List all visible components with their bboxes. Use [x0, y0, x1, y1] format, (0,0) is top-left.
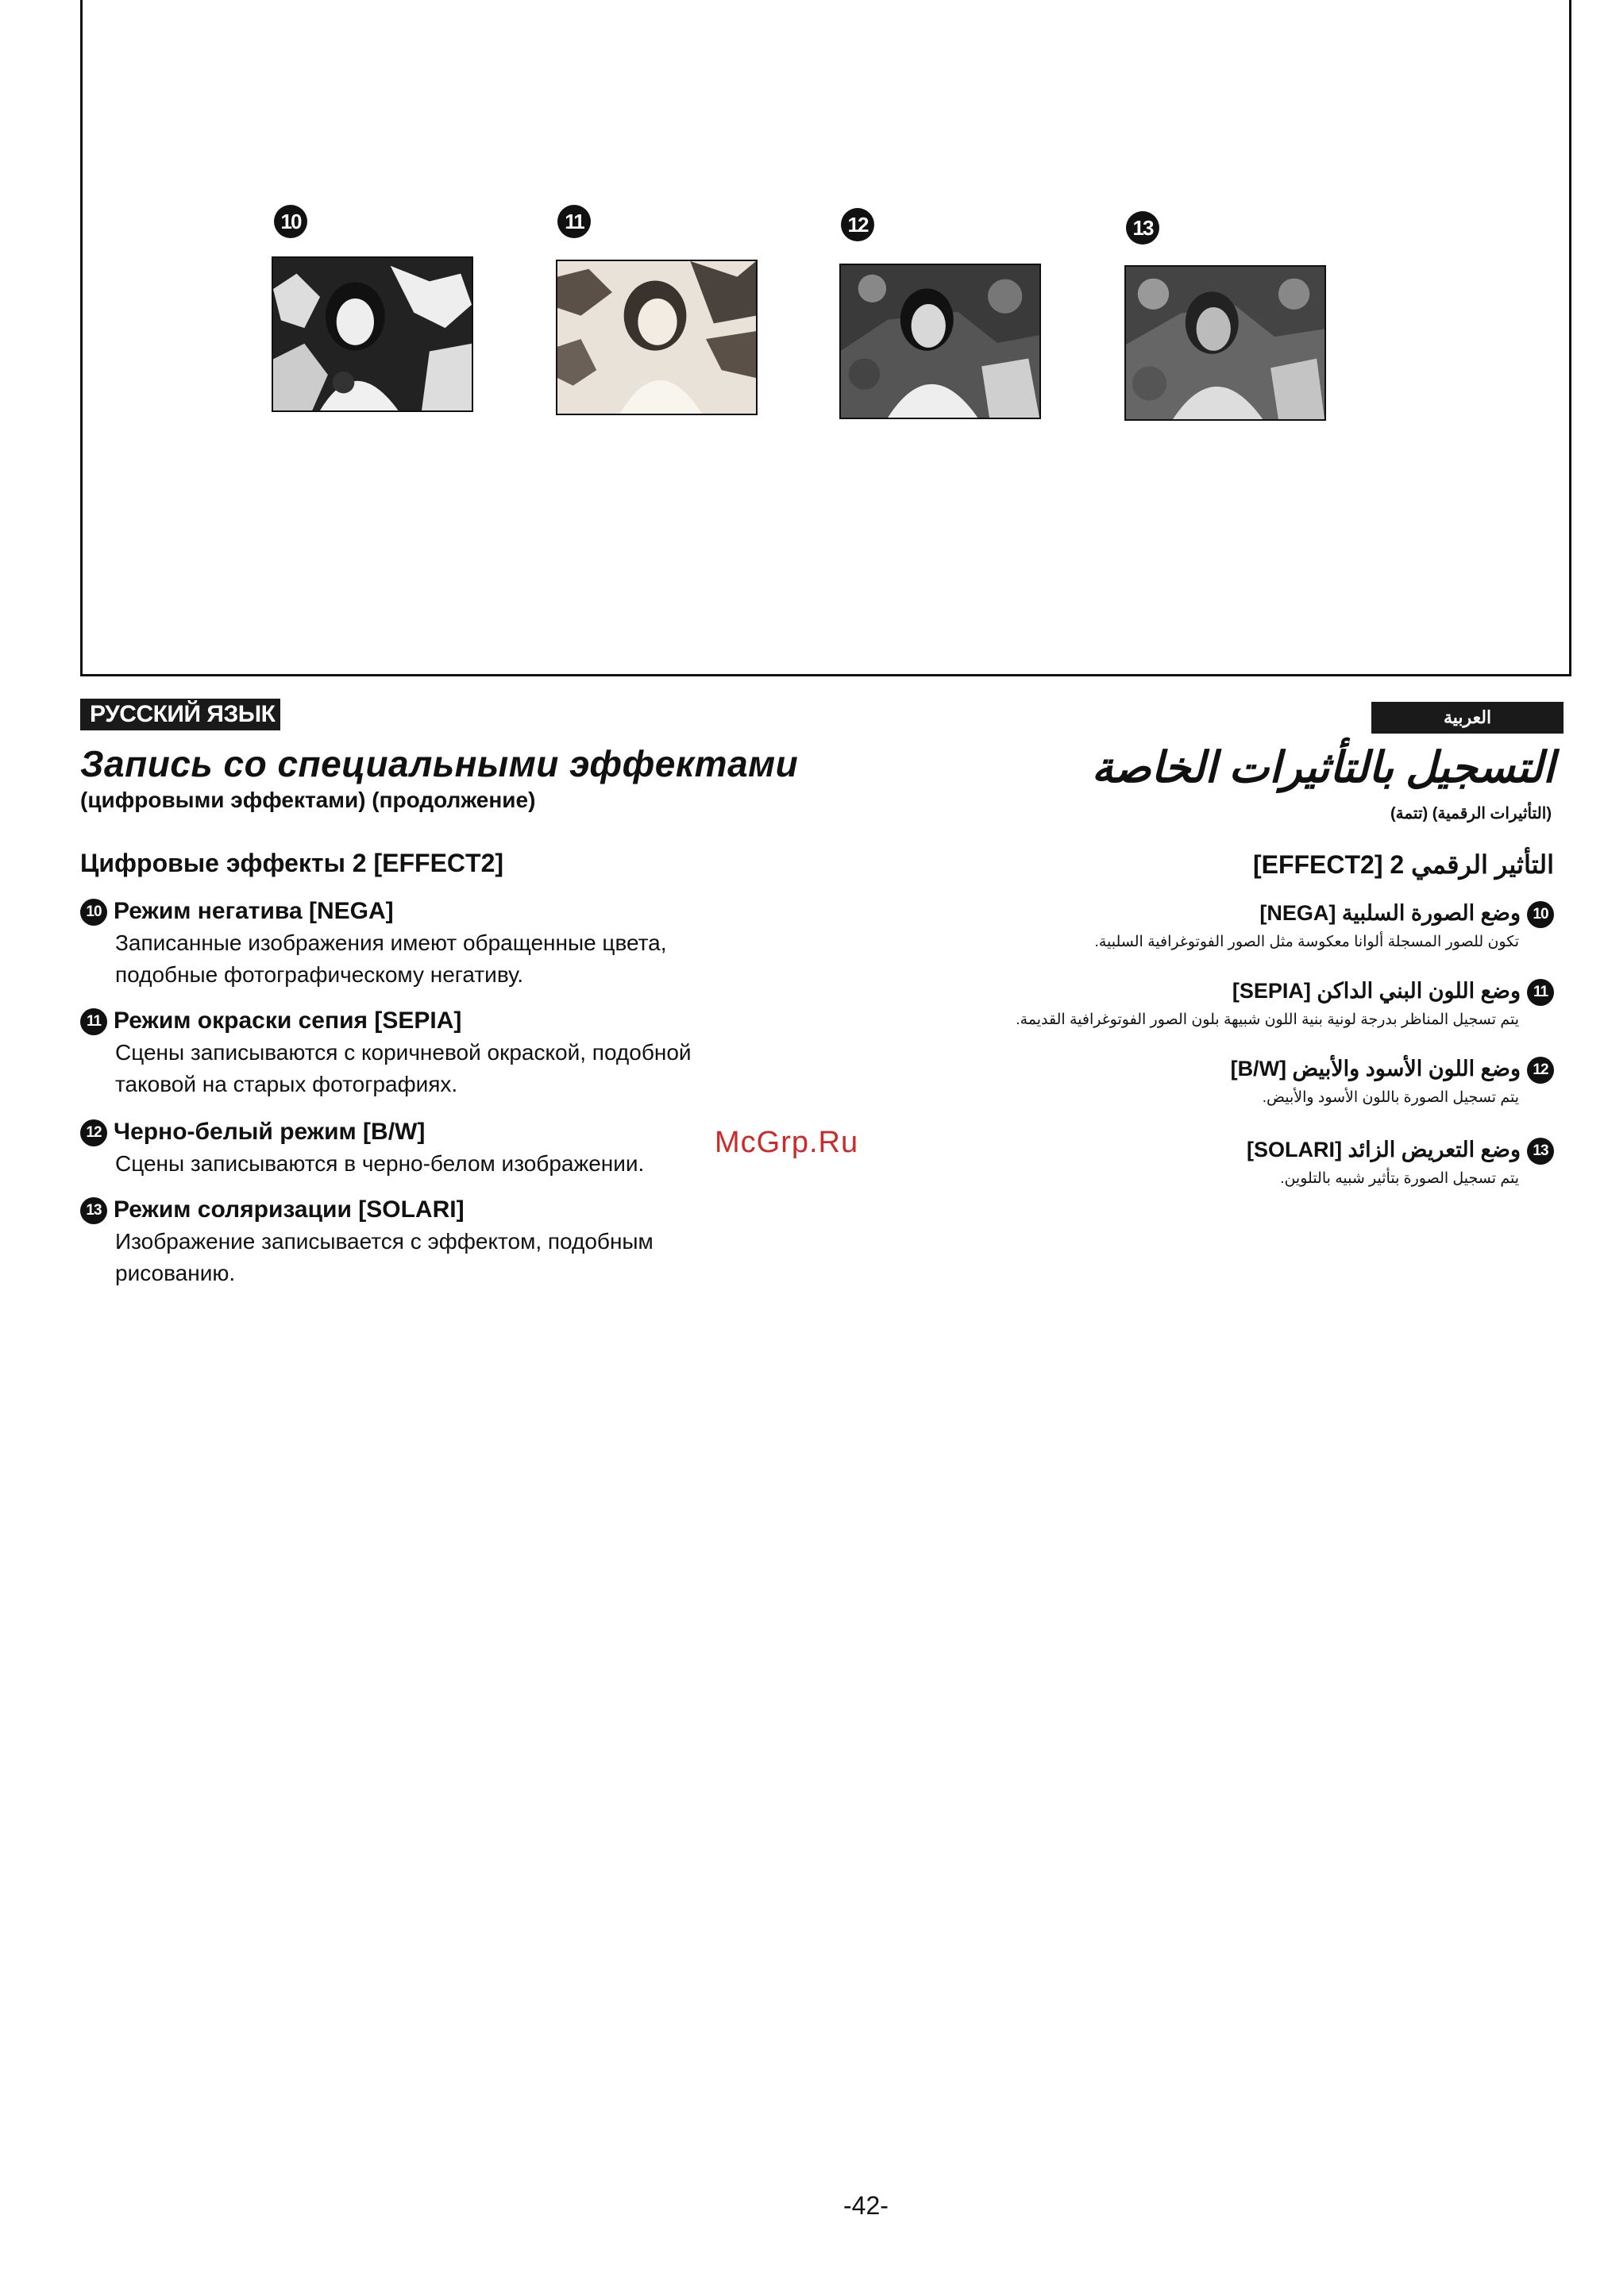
arabic-title: التسجيل بالتأثيرات الخاصة — [1091, 744, 1555, 792]
item-number-icon: 12 — [80, 1119, 107, 1146]
russian-title: Запись со специальными эффектами — [80, 743, 799, 784]
item-description: يتم تسجيل المناظر بدرجة لونية بنية اللون شبيهة بلون الصور الفوتوغرافية القديمة. — [1016, 1011, 1519, 1028]
item-description: تكون للصور المسجلة ألوانا معكوسة مثل الصور الفوتوغرافية السلبية. — [1094, 934, 1519, 950]
language-tag-arabic: العربية — [1371, 702, 1564, 734]
item-number-icon: 13 — [80, 1197, 107, 1224]
item-heading: وضع الصورة السلبية [NEGA] — [1259, 901, 1521, 925]
item-heading: Режим окраски сепия [SEPIA] — [114, 1007, 462, 1034]
arabic-section-heading: التأثير الرقمي 2 [EFFECT2] — [1252, 850, 1554, 879]
item-description: Сцены записываются в черно-белом изображении. — [115, 1151, 645, 1176]
item-heading: وضع اللون البني الداكن [SEPIA] — [1232, 979, 1521, 1003]
russian-item-nega — [80, 896, 811, 991]
item-heading: Режим негатива [NEGA] — [114, 898, 394, 924]
arabic-item-nega — [839, 897, 1554, 956]
item-number-icon: 10 — [1527, 901, 1554, 928]
figure-number-11: 11 — [557, 205, 591, 238]
item-heading: Черно-белый режим [B/W] — [114, 1119, 426, 1145]
item-heading: وضع التعريض الزائد [SOLARI] — [1246, 1138, 1521, 1161]
item-description: Сцены записываются с коричневой окраской, подобной таковой на старых фотографиях. — [115, 1040, 692, 1096]
arabic-subtitle: (التأثيرات الرقمية) (تتمة) — [1390, 805, 1552, 822]
photo-solari — [1124, 265, 1326, 421]
item-description: يتم تسجيل الصورة باللون الأسود والأبيض. — [1262, 1089, 1519, 1106]
photo-sepia — [556, 260, 758, 415]
page-number: -42- — [843, 2191, 889, 2220]
russian-subtitle: (цифровыми эффектами) (продолжение) — [80, 788, 536, 812]
item-heading: Режим соляризации [SOLARI] — [114, 1196, 465, 1223]
watermark: McGrp.Ru — [715, 1126, 859, 1159]
item-description: Изображение записывается с эффектом, подобным рисованию. — [115, 1229, 654, 1285]
item-number-icon: 11 — [1527, 979, 1554, 1006]
figure-number-13: 13 — [1126, 211, 1159, 245]
item-number-icon: 13 — [1527, 1138, 1554, 1165]
item-description: يتم تسجيل الصورة بتأثير شبيه بالتلوين. — [1280, 1170, 1519, 1187]
language-tag-russian: РУССКИЙ ЯЗЫК — [80, 699, 280, 730]
photo-nega — [272, 256, 473, 412]
item-number-icon: 12 — [1527, 1057, 1554, 1084]
arabic-item-sepia — [839, 975, 1554, 1034]
item-number-icon: 11 — [80, 1008, 107, 1035]
figure-number-10: 10 — [274, 205, 307, 238]
item-description: Записанные изображения имеют обращенные цвета, подобные фотографическому негативу. — [115, 930, 667, 987]
item-heading: وضع اللون الأسود والأبيض [B/W] — [1230, 1057, 1521, 1081]
russian-item-bw — [80, 1116, 811, 1180]
arabic-item-bw — [839, 1053, 1554, 1111]
russian-item-solari — [80, 1194, 811, 1289]
photo-bw — [839, 264, 1041, 419]
arabic-item-solari — [839, 1134, 1554, 1192]
russian-item-sepia — [80, 1005, 811, 1100]
item-number-icon: 10 — [80, 899, 107, 926]
figure-number-12: 12 — [841, 208, 874, 241]
russian-section-heading: Цифровые эффекты 2 [EFFECT2] — [80, 849, 504, 877]
